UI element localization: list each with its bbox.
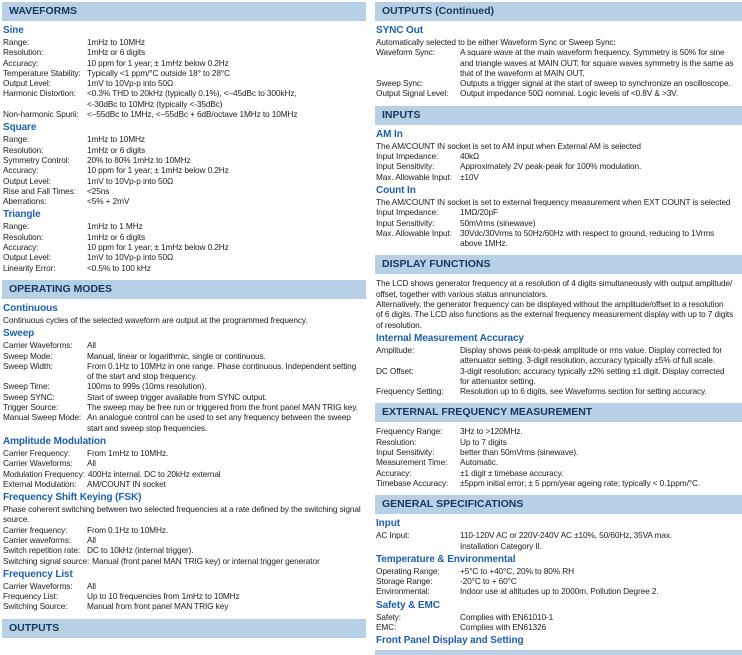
spec-label: Harmonic Distortion:	[3, 88, 76, 99]
spec-value-line: of the start and stop frequency.	[87, 371, 197, 382]
spec-value-line: +5°C to +40°C, 20% to 80% RH	[460, 565, 574, 576]
spec-label: Switching Source:	[3, 601, 68, 612]
spec-row	[3, 412, 366, 433]
spec-value	[87, 242, 366, 252]
spec-value-line: From 0.1Hz to 10MHz in one range. Phase continuous. Independent setting	[87, 360, 357, 371]
spec-label: Measurement Time:	[376, 457, 448, 468]
subsection-heading: Continuous	[3, 302, 58, 314]
subsection-heading: Frequency Shift Keying (FSK)	[3, 492, 142, 504]
column-left	[2, 2, 366, 634]
section-header: OPERATING MODES	[2, 280, 366, 299]
spec-row	[3, 165, 366, 175]
spec-label: Environmental:	[376, 586, 430, 597]
spec-value-line: <5% + 2mV	[87, 196, 130, 207]
spec-value-line: Complies with EN61326	[460, 621, 547, 632]
spec-value-line: 30Vdc/30Vrms to 50Hz/60Hz with respect to ground, reducing to 1Vrms	[460, 227, 715, 238]
spec-value	[87, 525, 366, 535]
spec-row	[3, 109, 366, 119]
spec-value-line: 1mV to 10Vp-p into 50Ω	[87, 78, 174, 89]
paragraph-line: The AM/COUNT IN socket is set to external frequency measurement when EXT COUNT is selected	[376, 196, 731, 207]
spec-value-line: <25ns	[87, 185, 110, 196]
spec-value-line: 1MΩ/20pF	[460, 207, 498, 218]
spec-value	[87, 340, 366, 350]
spec-label: Accuracy:	[3, 57, 39, 68]
spec-label: Resolution:	[3, 144, 44, 155]
spec-value	[87, 591, 366, 601]
section-header: INPUTS	[375, 106, 742, 125]
paragraph-line: The LCD shows generator frequency at a resolution of 4 digits simultaneously with output amplitude/	[376, 278, 733, 289]
spec-row	[3, 525, 366, 535]
spec-value-line: 1mHz or 6 digits	[87, 144, 146, 155]
spec-label: Max. Allowable Input:	[376, 171, 452, 182]
paragraph	[3, 315, 366, 325]
paragraph-line: Automatically selected to be either Waveform Sync or Sweep Sync:	[376, 37, 616, 47]
spec-value	[87, 448, 366, 458]
spec-value	[460, 386, 742, 396]
spec-row	[3, 88, 366, 109]
spec-row	[3, 196, 366, 206]
spec-row	[3, 263, 366, 273]
spec-value	[460, 78, 742, 88]
spec-value-line: ±10V	[460, 171, 479, 182]
spec-label: Resolution:	[3, 231, 44, 242]
spec-value-line: above 1MHz.	[460, 238, 508, 249]
section-header: OUTPUTS	[2, 619, 366, 638]
spec-value	[460, 207, 742, 217]
spec-value	[460, 437, 742, 447]
spec-row	[376, 151, 742, 161]
spec-value-line: 40kΩ	[460, 151, 480, 162]
spec-row	[3, 591, 366, 601]
subsection-heading: Sine	[3, 25, 24, 36]
spec-value-line: 10 ppm for 1 year; ± 1mHz below 0.2Hz	[87, 165, 229, 176]
spec-value	[87, 176, 366, 186]
spec-row	[3, 242, 366, 252]
spec-value-line: 1mHz or 6 digits	[87, 47, 146, 58]
spec-label: Resolution:	[376, 436, 417, 447]
spec-row	[3, 78, 366, 88]
spec-value	[87, 78, 366, 88]
spec-value-line: DC to 10kHz (internal trigger).	[87, 545, 194, 556]
spec-row	[376, 437, 742, 447]
spec-row	[3, 47, 366, 57]
spec-value	[87, 232, 366, 242]
spec-row	[376, 218, 742, 228]
spec-value-line: ±1 digit ± timebase accuracy.	[460, 467, 564, 478]
spec-row	[3, 545, 366, 555]
spec-label: Non-harmonic Spurii:	[3, 109, 79, 120]
spec-label: Range:	[3, 221, 30, 232]
spec-row	[3, 186, 366, 196]
spec-value	[460, 612, 742, 622]
spec-row	[376, 478, 742, 488]
subsection-heading: Square	[3, 122, 37, 134]
spec-value-line: From 1mHz to 10MHz.	[87, 447, 169, 458]
spec-label: Sweep Mode:	[3, 350, 53, 361]
spec-value-line: <–55dBc to 1MHz, <–55dBc + 6dB/octave 1MHz to 10MHz	[87, 109, 298, 120]
spec-value-line: Installation Category II.	[460, 540, 542, 551]
spec-row	[3, 232, 366, 242]
paragraph	[376, 278, 742, 299]
spec-value-line: 1mV to 10Vp-p into 50Ω	[87, 252, 174, 263]
spec-value-line: From 0.1Hz to 10MHz.	[87, 524, 169, 535]
spec-value	[88, 469, 366, 479]
spec-label: Frequency Range:	[376, 426, 443, 437]
spec-value	[460, 172, 742, 182]
subsection-heading: Temperature & Environmental	[376, 553, 516, 565]
spec-row	[3, 134, 366, 144]
spec-label: Amplitude:	[376, 344, 414, 355]
spec-value	[460, 218, 742, 228]
spec-row	[3, 535, 366, 545]
spec-label: Output Level:	[3, 175, 51, 186]
spec-label: External Modulation:	[3, 478, 77, 489]
spec-row	[376, 47, 742, 78]
spec-value	[460, 88, 742, 98]
spec-label: Symmetry Control:	[3, 154, 70, 165]
spec-label: Accuracy:	[376, 467, 412, 478]
subsection-heading: Front Panel Display and Setting	[376, 635, 524, 647]
paragraph	[376, 197, 742, 207]
spec-value-line: Output impedance 50Ω nominal. Logic levels of <0.8V & >3V.	[460, 88, 679, 99]
spec-value	[87, 58, 366, 68]
paragraph-line: Alternatively, the generator frequency can be displayed without the amplitude/offset to a resolution	[376, 299, 724, 310]
spec-row	[376, 366, 742, 387]
spec-value-line: 1mV to 10Vp-p into 50Ω	[87, 175, 174, 186]
spec-value-line: Display shows peak-to-peak amplitude or rms value. Display corrected for	[460, 344, 723, 355]
spec-label: DC Offset:	[376, 365, 414, 376]
column-right	[375, 2, 742, 647]
spec-value-line: 3Hz to >120MHz.	[460, 426, 523, 437]
spec-value	[87, 263, 366, 273]
spec-value-line: Typically <1 ppm/°C outside 18° to 28°C	[87, 67, 230, 78]
spec-value-line: All	[87, 534, 96, 545]
spec-value-line: 1mHz to 10MHz	[87, 134, 145, 145]
spec-row	[376, 78, 742, 88]
spec-value-line: 1mHz or 6 digits	[87, 231, 146, 242]
spec-label: Carrier Frequency:	[3, 447, 71, 458]
spec-row	[376, 468, 742, 478]
spec-row	[376, 447, 742, 457]
spec-value-line: 10 ppm for 1 year; ± 1mHz below 0.2Hz	[87, 57, 229, 68]
spec-label: Switching signal source:	[3, 555, 90, 566]
paragraph-line: offset, together with various status annunciators.	[376, 288, 548, 299]
spec-label: Operating Range:	[376, 565, 440, 576]
spec-value-line: 50mVrms (sinewave)	[460, 217, 536, 228]
spec-label: Carrier Waveforms:	[3, 580, 73, 591]
spec-value-line: 100ms to 999s (10ms resolution).	[87, 381, 207, 392]
section-header: WAVEFORMS	[2, 2, 366, 21]
spec-row	[376, 530, 742, 551]
paragraph	[376, 141, 742, 151]
spec-value	[87, 47, 366, 57]
spec-value-line: and triangle waves at MAIN OUT; for square waves symmetry is the same as	[460, 57, 734, 68]
subsection-heading: Internal Measurement Accuracy	[376, 332, 524, 344]
spec-row	[3, 221, 366, 231]
spec-value-line: Manual, linear or logarithmic, single or continuous.	[87, 350, 266, 361]
spec-value	[87, 68, 366, 78]
subsection-heading: Count In	[376, 184, 416, 196]
subsection-heading: SYNC Out	[376, 25, 423, 36]
spec-value	[87, 221, 366, 231]
spec-value	[87, 252, 366, 262]
spec-label: Output Signal Level:	[376, 88, 449, 99]
spec-value-line: Start of sweep trigger available from SYNC output.	[87, 391, 267, 402]
spec-label: Input Sensitivity:	[376, 447, 435, 458]
spec-row	[3, 556, 366, 566]
spec-value-line: Manual from front panel MAN TRIG key	[87, 601, 229, 612]
spec-row	[3, 469, 366, 479]
paragraph-line: of resolution.	[376, 319, 422, 330]
spec-value-line: 1mHz to 1 MHz	[87, 221, 143, 232]
spec-row	[3, 155, 366, 165]
paragraph	[376, 37, 742, 47]
spec-value-line: Complies with EN61010-1	[460, 611, 554, 622]
spec-value	[460, 530, 742, 551]
subsection-heading: Frequency List	[3, 568, 73, 580]
spec-label: Sweep Sync:	[376, 78, 424, 89]
spec-value	[460, 566, 742, 576]
spec-row	[3, 145, 366, 155]
spec-label: Frequency List:	[3, 591, 58, 602]
spec-row	[376, 172, 742, 182]
spec-label: Resolution:	[3, 47, 44, 58]
spec-value	[460, 426, 742, 436]
spec-label: Manual Sweep Mode:	[3, 412, 82, 423]
spec-label: Safety:	[376, 611, 401, 622]
spec-label: Switch repetition rate:	[3, 545, 81, 556]
spec-value-line: Automatic.	[460, 457, 498, 468]
spec-value-line: 10 ppm for 1 year; ± 1mHz below 0.2Hz	[87, 242, 229, 253]
spec-value-line: Manual (front panel MAN TRIG key) or internal trigger generator	[92, 555, 320, 566]
section-header: EXTERNAL FREQUENCY MEASUREMENT	[375, 403, 742, 422]
spec-value-line: All	[87, 340, 96, 351]
spec-value	[87, 402, 366, 412]
spec-label: Range:	[3, 134, 30, 145]
spec-value	[87, 601, 366, 611]
spec-row	[376, 228, 742, 249]
spec-row	[3, 68, 366, 78]
subsection-heading: AM In	[376, 128, 403, 140]
spec-row	[376, 576, 742, 586]
spec-value-line: 20% to 80% 1mHz to 10MHz	[87, 154, 191, 165]
spec-row	[376, 566, 742, 576]
spec-value	[87, 581, 366, 591]
spec-value	[460, 366, 742, 387]
section-header: GENERAL SPECIFICATIONS	[375, 495, 742, 514]
spec-label: Output Level:	[3, 78, 51, 89]
spec-row	[3, 340, 366, 350]
paragraph-line: of 6 digits. The LCD also functions as the external frequency measurement display with up to 7 digits	[376, 309, 734, 320]
spec-value-line: ±5ppm initial error; ± 5 ppm/year ageing rate; typically < 0.1ppm/°C.	[460, 477, 701, 488]
paragraph	[376, 299, 742, 330]
spec-value-line: Resolution up to 6 digits, see Waveforms section for setting accuracy.	[460, 386, 707, 397]
spec-value	[87, 88, 366, 109]
spec-label: Sweep SYNC:	[3, 391, 55, 402]
spec-value	[460, 447, 742, 457]
spec-label: Accuracy:	[3, 242, 39, 253]
spec-label: Waveform Sync:	[376, 47, 435, 58]
spec-value-line: <-30dBc to 10MHz (typically <-35dBc)	[87, 98, 223, 109]
spec-value	[460, 468, 742, 478]
spec-label: Modulation Frequency:	[3, 468, 85, 479]
spec-label: Rise and Fall Times:	[3, 185, 76, 196]
spec-value	[460, 457, 742, 467]
spec-label: Timebase Accuracy:	[376, 477, 449, 488]
spec-value-line: AM/COUNT IN socket	[87, 478, 166, 489]
spec-row	[376, 161, 742, 171]
spec-label: Frequency Setting:	[376, 386, 444, 397]
spec-label: Input Sensitivity:	[376, 161, 435, 172]
spec-label: Carrier Waveforms:	[3, 458, 73, 469]
spec-value	[87, 37, 366, 47]
spec-value-line: Up to 7 digits	[460, 436, 507, 447]
paragraph	[3, 504, 366, 525]
spec-row	[3, 176, 366, 186]
spec-value-line: 3-digit resolution; accuracy typically ±2% setting ±1 digit. Display corrected	[460, 365, 725, 376]
spec-row	[3, 58, 366, 68]
spec-label: Carrier Waveforms:	[3, 340, 73, 351]
spec-value	[460, 161, 742, 171]
section-header-partial	[375, 650, 742, 655]
spec-label: Linearity Error:	[3, 262, 56, 273]
spec-value	[87, 458, 366, 468]
spec-label: Max. Allowable Input:	[376, 227, 452, 238]
spec-row	[376, 426, 742, 436]
spec-value-line: 110-120V AC or 220V-240V AC ±10%, 50/60Hz, 35VA max.	[460, 530, 673, 541]
spec-value	[87, 535, 366, 545]
subsection-heading: Sweep	[3, 328, 35, 340]
spec-value	[87, 134, 366, 144]
spec-label: Range:	[3, 37, 30, 47]
paragraph-line: The AM/COUNT IN socket is set to AM input when External AM is selected	[376, 140, 641, 151]
spec-value-line: better than 50mVrms (sinewave).	[460, 447, 579, 458]
spec-value-line: for attenuator setting.	[460, 375, 536, 386]
spec-row	[3, 392, 366, 402]
spec-value	[87, 479, 366, 489]
spec-value-line: All	[87, 458, 96, 469]
spec-value-line: Outputs a trigger signal at the start of sweep to synchronize an oscilloscope.	[460, 78, 731, 89]
subsection-heading: Safety & EMC	[376, 599, 440, 611]
spec-value	[460, 228, 742, 249]
spec-row	[3, 479, 366, 489]
spec-label: Input Impedance:	[376, 207, 439, 218]
spec-row	[3, 351, 366, 361]
spec-row	[376, 88, 742, 98]
spec-value	[460, 345, 742, 366]
section-header: DISPLAY FUNCTIONS	[375, 255, 742, 274]
spec-value-line: <0.5% to 100 kHz	[87, 262, 151, 273]
spec-label: Output Level:	[3, 252, 51, 263]
spec-value	[460, 576, 742, 586]
spec-value-line: start and sweep stop frequencies.	[87, 422, 208, 433]
spec-label: Input Sensitivity:	[376, 217, 435, 228]
spec-value-line: An analogue control can be used to set any frequency between the sweep	[87, 412, 351, 423]
spec-value	[460, 586, 742, 596]
spec-value-line: -20°C to + 60°C	[460, 576, 517, 587]
spec-row	[376, 386, 742, 396]
spec-value	[87, 545, 366, 555]
spec-value-line: 400Hz internal. DC to 20kHz external	[87, 468, 221, 479]
spec-value	[87, 412, 366, 433]
spec-row	[376, 612, 742, 622]
spec-row	[3, 37, 366, 47]
spec-row	[376, 345, 742, 366]
spec-row	[3, 252, 366, 262]
spec-label: Temperature Stability:	[3, 67, 81, 78]
spec-value	[460, 478, 742, 488]
spec-label: Carrier frequency:	[3, 524, 68, 535]
spec-value	[87, 155, 366, 165]
spec-label: AC Input:	[376, 530, 410, 541]
spec-value	[87, 392, 366, 402]
spec-row	[3, 458, 366, 468]
spec-row	[3, 448, 366, 458]
spec-label: EMC:	[376, 621, 397, 632]
spec-value	[87, 145, 366, 155]
spec-label: Carrier waveforms:	[3, 534, 71, 545]
spec-value-line: All	[87, 580, 96, 591]
spec-row	[3, 402, 366, 412]
spec-value	[87, 381, 366, 391]
spec-value-line: Approximately 2V peak-peak for 100% modulation.	[460, 161, 642, 172]
spec-row	[3, 601, 366, 611]
spec-row	[376, 622, 742, 632]
spec-label: Input Impedance:	[376, 151, 439, 162]
spec-row	[3, 581, 366, 591]
spec-row	[376, 207, 742, 217]
spec-label: Sweep Width:	[3, 360, 53, 371]
spec-label: Sweep Time:	[3, 381, 50, 392]
spec-value-line: that of the waveform at MAIN OUT.	[460, 67, 585, 78]
spec-value-line: <0.3% THD to 20kHz (typically 0.1%), <–45dBc to 300kHz,	[87, 88, 297, 99]
spec-value-line: Up to 10 frequencies from 1mHz to 10MHz	[87, 591, 240, 602]
spec-value	[460, 47, 742, 78]
spec-label: Trigger Source:	[3, 402, 59, 413]
spec-value	[87, 196, 366, 206]
spec-value-line: 1mHz to 10MHz	[87, 37, 145, 47]
spec-row	[376, 586, 742, 596]
spec-label: Accuracy:	[3, 165, 39, 176]
spec-value-line: The sweep may be free run or triggered from the front panel MAN TRIG key.	[87, 402, 358, 413]
spec-row	[3, 361, 366, 382]
spec-value	[87, 351, 366, 361]
spec-value	[92, 556, 366, 566]
spec-label: Aberrations:	[3, 196, 47, 207]
paragraph-line: Continuous cycles of the selected waveform are output at the programmed frequency.	[3, 314, 308, 325]
spec-value-line: Indoor use at altitudes up to 2000m, Pollution Degree 2.	[460, 586, 659, 597]
spec-value	[87, 186, 366, 196]
spec-value	[87, 165, 366, 175]
spec-value	[460, 622, 742, 632]
paragraph-line: source.	[3, 514, 30, 525]
subsection-heading: Input	[376, 518, 400, 530]
section-header: OUTPUTS (Continued)	[375, 2, 742, 21]
spec-value	[460, 151, 742, 161]
spec-value-line: A square wave at the main waveform frequency. Symmetry is 50% for sine	[460, 47, 725, 58]
spec-row	[376, 457, 742, 467]
spec-value	[87, 361, 366, 382]
subsection-heading: Amplitude Modulation	[3, 435, 106, 447]
spec-row	[3, 381, 366, 391]
spec-value	[87, 109, 366, 119]
paragraph-line: Phase coherent switching between two selected frequencies at a rate defined by the switching signal	[3, 504, 361, 515]
subsection-heading: Triangle	[3, 209, 41, 221]
spec-value-line: attenuator setting. 3-digit resolution, accuracy typically ±5% of full scale.	[460, 355, 715, 366]
spec-label: Storage Range:	[376, 576, 433, 587]
